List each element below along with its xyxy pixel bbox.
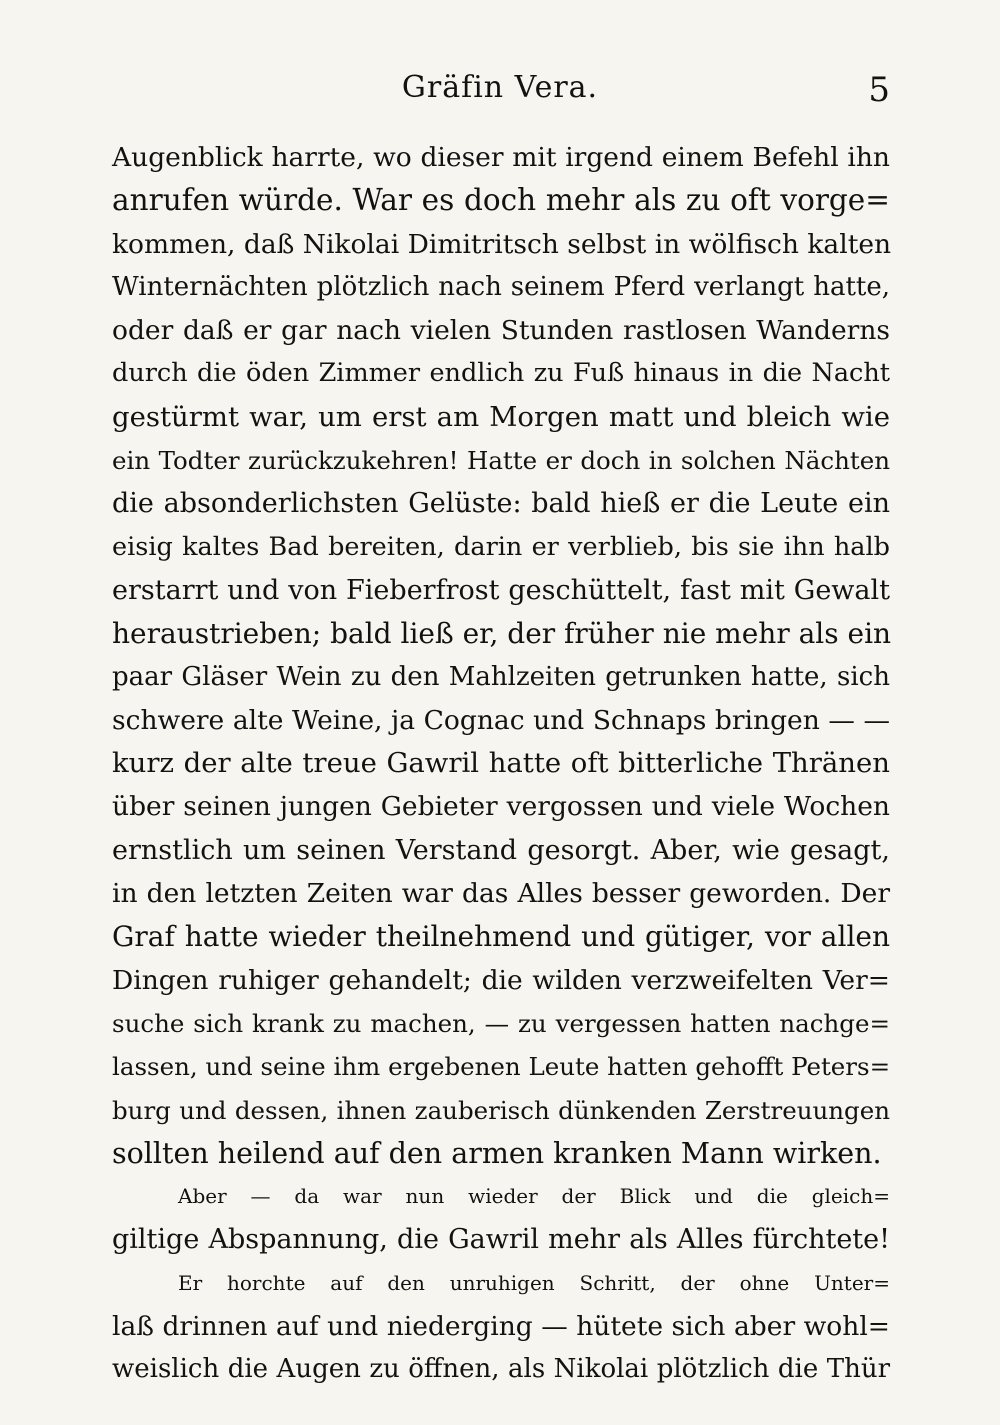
text-line: heraustrieben; bald ließ er, der früher nie mehr als ein bbox=[112, 617, 892, 651]
text-line: Aber — da war nun wieder der Blick und die gleich= bbox=[178, 1184, 890, 1209]
text-line: schwere alte Weine, ja Cognac und Schnaps bringen — — bbox=[112, 704, 890, 736]
text-line: anrufen würde. War es doch mehr als zu oft vorge= bbox=[112, 183, 890, 218]
text-line: eisig kaltes Bad bereiten, darin er verblieb, bis sie ihn halb bbox=[112, 531, 890, 562]
text-line: Er horchte auf den unruhigen Schritt, der ohne Unter= bbox=[178, 1270, 890, 1295]
text-line: suche sich krank zu machen, — zu vergessen hatten nachge= bbox=[112, 1008, 890, 1038]
text-line: kommen, daß Nikolai Dimitritsch selbst in wölfisch kalten bbox=[112, 228, 892, 260]
running-title: Gräfin Vera. bbox=[401, 70, 599, 105]
text-line: weislich die Augen zu öffnen, als Nikolai plötzlich die Thür bbox=[112, 1354, 890, 1385]
text-line: Augenblick harrte, wo dieser mit irgend einem Befehl ihn bbox=[112, 142, 890, 173]
text-line: lassen, und seine ihm ergebenen Leute hatten gehofft Peters= bbox=[112, 1052, 891, 1082]
text-line: Graf hatte wieder theilnehmend und gütiger, vor allen bbox=[112, 920, 890, 954]
text-line: kurz der alte treue Gawril hatte oft bitterliche Thränen bbox=[112, 747, 890, 780]
text-line: über seinen jungen Gebieter vergossen und viele Wochen bbox=[112, 791, 890, 823]
text-line: die absonderlichsten Gelüste: bald hieß er die Leute ein bbox=[112, 488, 890, 520]
text-line: ernstlich um seinen Verstand gesorgt. Aber, wie gesagt, bbox=[112, 834, 890, 866]
text-line: Dingen ruhiger gehandelt; die wilden verzweifelten Ver= bbox=[112, 964, 890, 996]
text-line: ein Todter zurückzukehren! Hatte er doch in solchen Nächten bbox=[112, 446, 890, 476]
text-line: laß drinnen auf und niederging — hütete sich aber wohl= bbox=[112, 1311, 890, 1343]
text-line: paar Gläser Wein zu den Mahlzeiten getrunken hatte, sich bbox=[112, 661, 890, 692]
body-text bbox=[112, 136, 890, 1392]
running-head bbox=[110, 70, 890, 114]
text-line: Winternächten plötzlich nach seinem Pferd verlangt hatte, bbox=[112, 271, 890, 302]
text-line: gestürmt war, um erst am Morgen matt und bleich wie bbox=[112, 400, 890, 433]
text-line: burg und dessen, ihnen zauberisch dünkenden Zerstreuungen bbox=[112, 1095, 890, 1125]
text-line: durch die öden Zimmer endlich zu Fuß hinaus in die Nacht bbox=[112, 358, 890, 389]
text-line: in den letzten Zeiten war das Alles besser geworden. Der bbox=[112, 878, 890, 910]
text-line: giltige Abspannung, die Gawril mehr als Alles fürchtete! bbox=[112, 1224, 890, 1256]
text-line: oder daß er gar nach vielen Stunden rastlosen Wanderns bbox=[112, 315, 890, 347]
text-line: sollten heilend auf den armen kranken Mann wirken. bbox=[112, 1136, 882, 1170]
text-line: erstarrt und von Fieberfrost geschüttelt, fast mit Gewalt bbox=[112, 574, 890, 606]
page-number: 5 bbox=[868, 70, 890, 110]
